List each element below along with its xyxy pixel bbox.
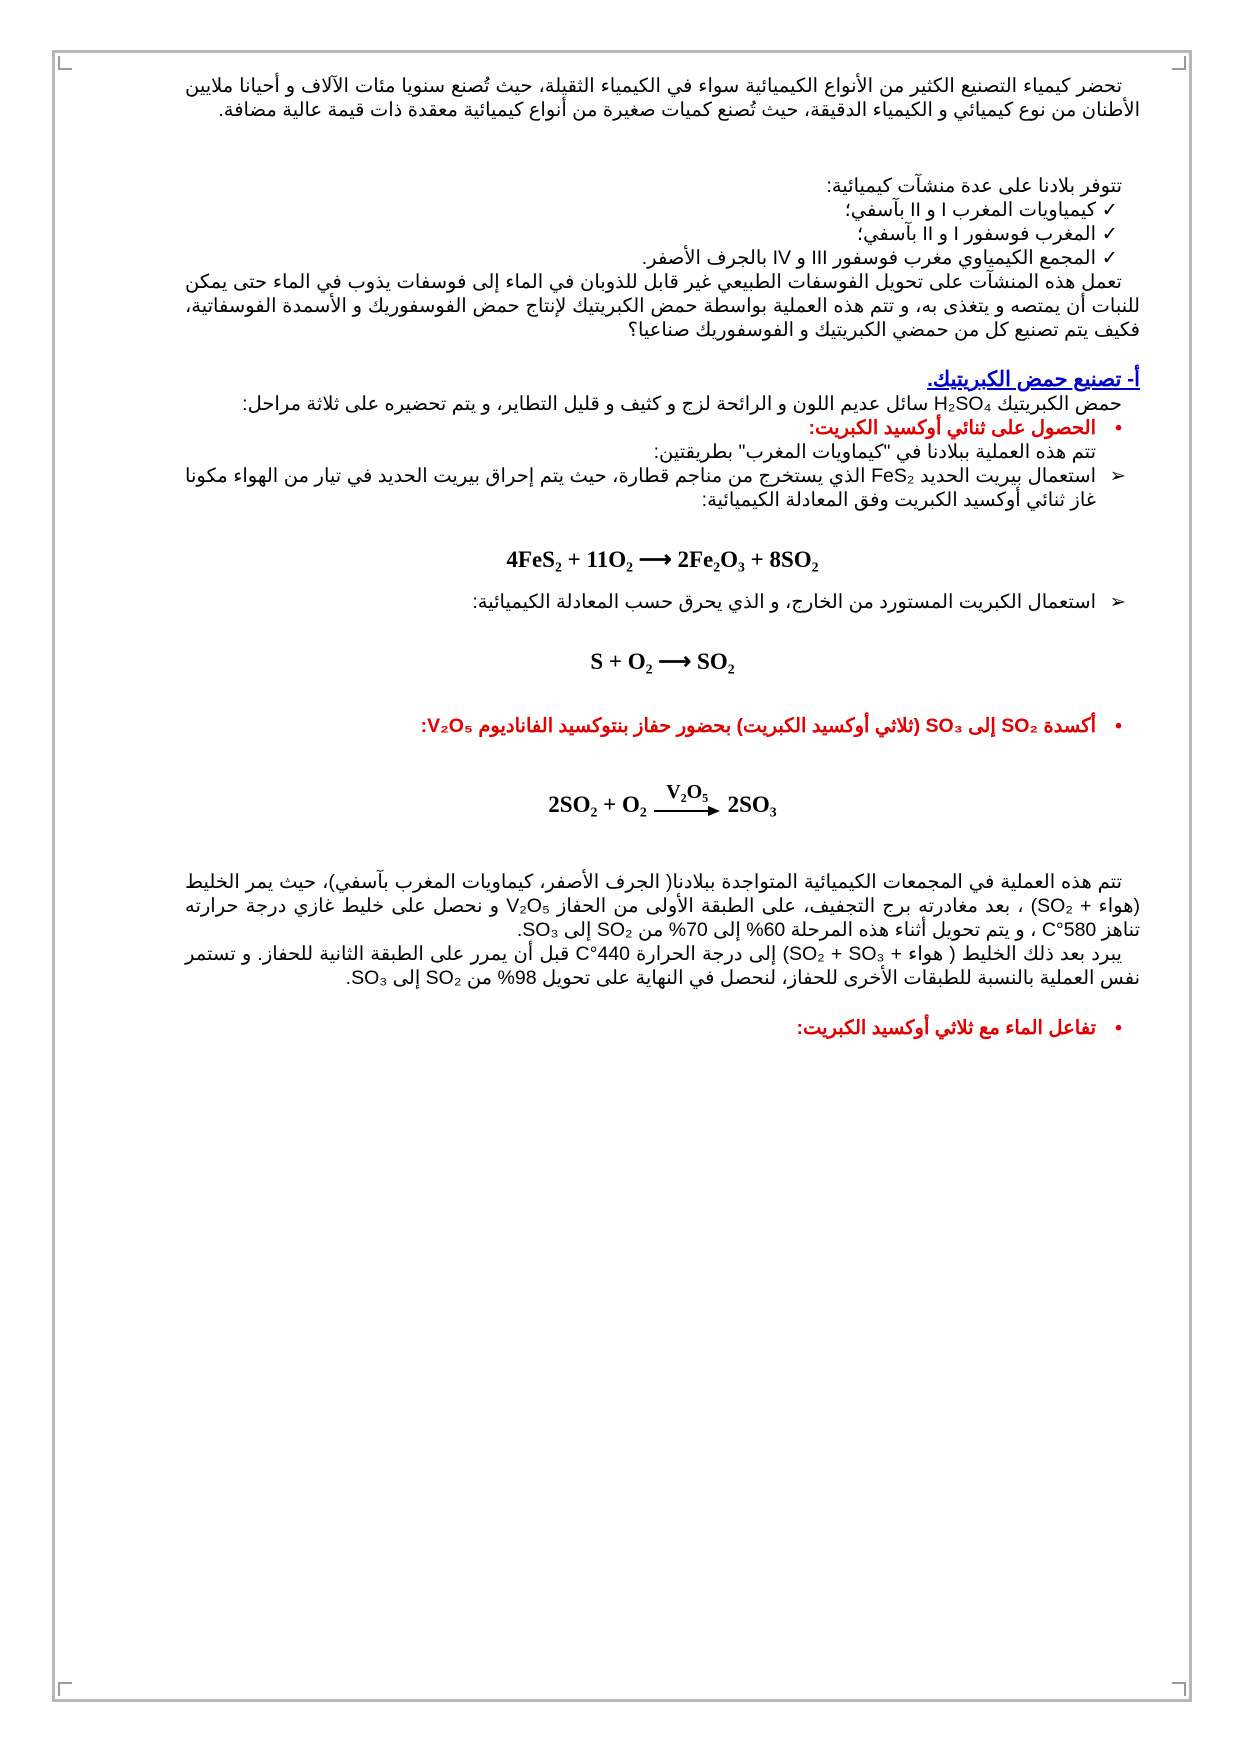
bullet-icon: •: [1115, 417, 1122, 439]
section-intro: حمض الكبريتيك H₂SO₄ سائل عديم اللون و الرائحة لزج و كثيف و قليل التطاير، و يتم تحضيره على ثلاثة مراحل:: [242, 393, 1122, 415]
check-icon: ✓: [1101, 223, 1118, 245]
method2-text: ➢ استعمال الكبريت المستورد من الخارج، و الذي يحرق حسب المعادلة الكيميائية:: [472, 591, 1126, 613]
equation-pyrite-combustion: 4FeS₂ + 11O₂ ⟶ 2Fe₂O₃ + 8SO₂: [506, 547, 819, 572]
step3-title: • تفاعل الماء مع ثلاثي أوكسيد الكبريت:: [796, 1017, 1122, 1039]
bullet-icon: •: [1115, 715, 1122, 737]
border-left: [52, 50, 55, 1702]
equation-oxidation: 2SO₂ + O₂ V₂O₅ 2SO₃: [548, 781, 777, 817]
reaction-arrow-icon: [652, 804, 722, 818]
section-heading: أ- تصنيع حمض الكبريتيك.: [927, 368, 1140, 391]
border-right: [1189, 50, 1192, 1702]
spacer: [185, 990, 1140, 1016]
step1-lead: تتم هذه العملية ببلادنا في "كيماويات المغرب" بطريقتين:: [653, 441, 1096, 463]
spacer: [185, 674, 1140, 714]
step2-title: • أكسدة SO₂ إلى SO₃ (ثلاثي أوكسيد الكبريت) بحضور حفاز بنتوكسيد الفاناديوم V₂O₅:: [420, 715, 1122, 737]
spacer: [185, 342, 1140, 368]
corner-mark-icon: [58, 1682, 72, 1696]
list-item: ✓ كيمياويات المغرب I و II بآسفي؛: [844, 199, 1118, 221]
corner-mark-icon: [58, 56, 72, 70]
method1-text: ➢ استعمال بيريت الحديد FeS₂ الذي يستخرج من مناجم قطارة، حيث يتم إحراق بيريت الحديد في تيار من الهواء مكونا غاز ثنائي أوكسيد الكبريت وفق المعادلة الكيميائية:: [185, 465, 1126, 511]
list-item: ✓ المغرب فوسفور I و II بآسفي؛: [856, 223, 1118, 245]
border-bottom: [52, 1699, 1192, 1702]
spacer: [185, 572, 1140, 590]
bullet-icon: •: [1115, 1017, 1122, 1039]
catalyst-arrow: [652, 780, 722, 818]
check-icon: ✓: [1101, 247, 1118, 269]
spacer: [185, 818, 1140, 870]
check-icon: ✓: [1101, 199, 1118, 221]
arrow-bullet-icon: ➢: [1109, 465, 1126, 487]
sulfuric-acid-formula: H₂SO₄: [933, 393, 992, 415]
corner-mark-icon: [1172, 56, 1186, 70]
step2-paragraph-2: يبرد بعد ذلك الخليط ( هواء + SO₂ + SO₃) إلى درجة الحرارة 440°C قبل أن يمرر على الطبقة الثانية للحفاز. و تستمر نفس العملية بالنسبة للطبقات الأخرى للحفاز، لنحصل في النهاية على تحويل 98% من SO₂ إلى SO₃.: [185, 943, 1140, 989]
spacer: [185, 614, 1140, 650]
plants-lead: تتوفر بلادنا على عدة منشآت كيميائية:: [826, 175, 1122, 197]
spacer: [185, 512, 1140, 548]
step2-paragraph-1: تتم هذه العملية في المجمعات الكيميائية المتواجدة ببلادنا( الجرف الأصفر، كيماويات المغرب بآسفي)، حيث يمر الخليط (هواء + SO₂) ، بعد مغادرته برج التجفيف، على الطبقة الأولى من الحفاز V₂O₅ و نحصل على خليط غازي درجة حرارته تناهز 580°C ، و يتم تحويل أثناء هذه المرحلة 60% إلى 70% من SO₂ إلى SO₃.: [185, 871, 1140, 941]
plants-paragraph: تعمل هذه المنشآت على تحويل الفوسفات الطبيعي غير قابل للذوبان في الماء إلى فوسفات يذوب في الماء حتى يمكن للنبات أن يمتصه و يتغذى به، و تتم هذه العملية بواسطة حمض الكبريتيك لإنتاج حمض الفوسفوريك و الأسمدة الفوسفاتية، فكيف يتم تصنيع كل من حمضي الكبريتيك و الفوسفوريك صناعيا؟: [185, 271, 1140, 341]
corner-mark-icon: [1172, 1682, 1186, 1696]
intro-paragraph: تحضر كيمياء التصنيع الكثير من الأنواع الكيميائية سواء في الكيمياء الثقيلة، حيث تُصنع سنويا مئات الآلاف و أحيانا ملايين الأطنان من نوع كيميائي و الكيمياء الدقيقة، حيث تُصنع كميات صغيرة من أنواع كيميائية معقدة ذات قيمة عالية مضافة.: [185, 75, 1140, 121]
equation-sulfur-combustion: S + O₂ ⟶ SO₂: [590, 649, 735, 674]
border-top: [52, 50, 1192, 53]
list-item: ✓ المجمع الكيمياوي مغرب فوسفور III و IV بالجرف الأصفر.: [641, 247, 1118, 269]
step1-title: • الحصول على ثنائي أوكسيد الكبريت:: [808, 417, 1122, 439]
document-body: [185, 74, 1140, 1040]
catalyst-label: V₂O₅: [666, 781, 709, 803]
spacer: [185, 122, 1140, 174]
spacer: [185, 738, 1140, 780]
pyrite-formula: FeS₂: [871, 465, 915, 487]
plants-list: [185, 198, 1140, 270]
arrow-bullet-icon: ➢: [1109, 591, 1126, 613]
